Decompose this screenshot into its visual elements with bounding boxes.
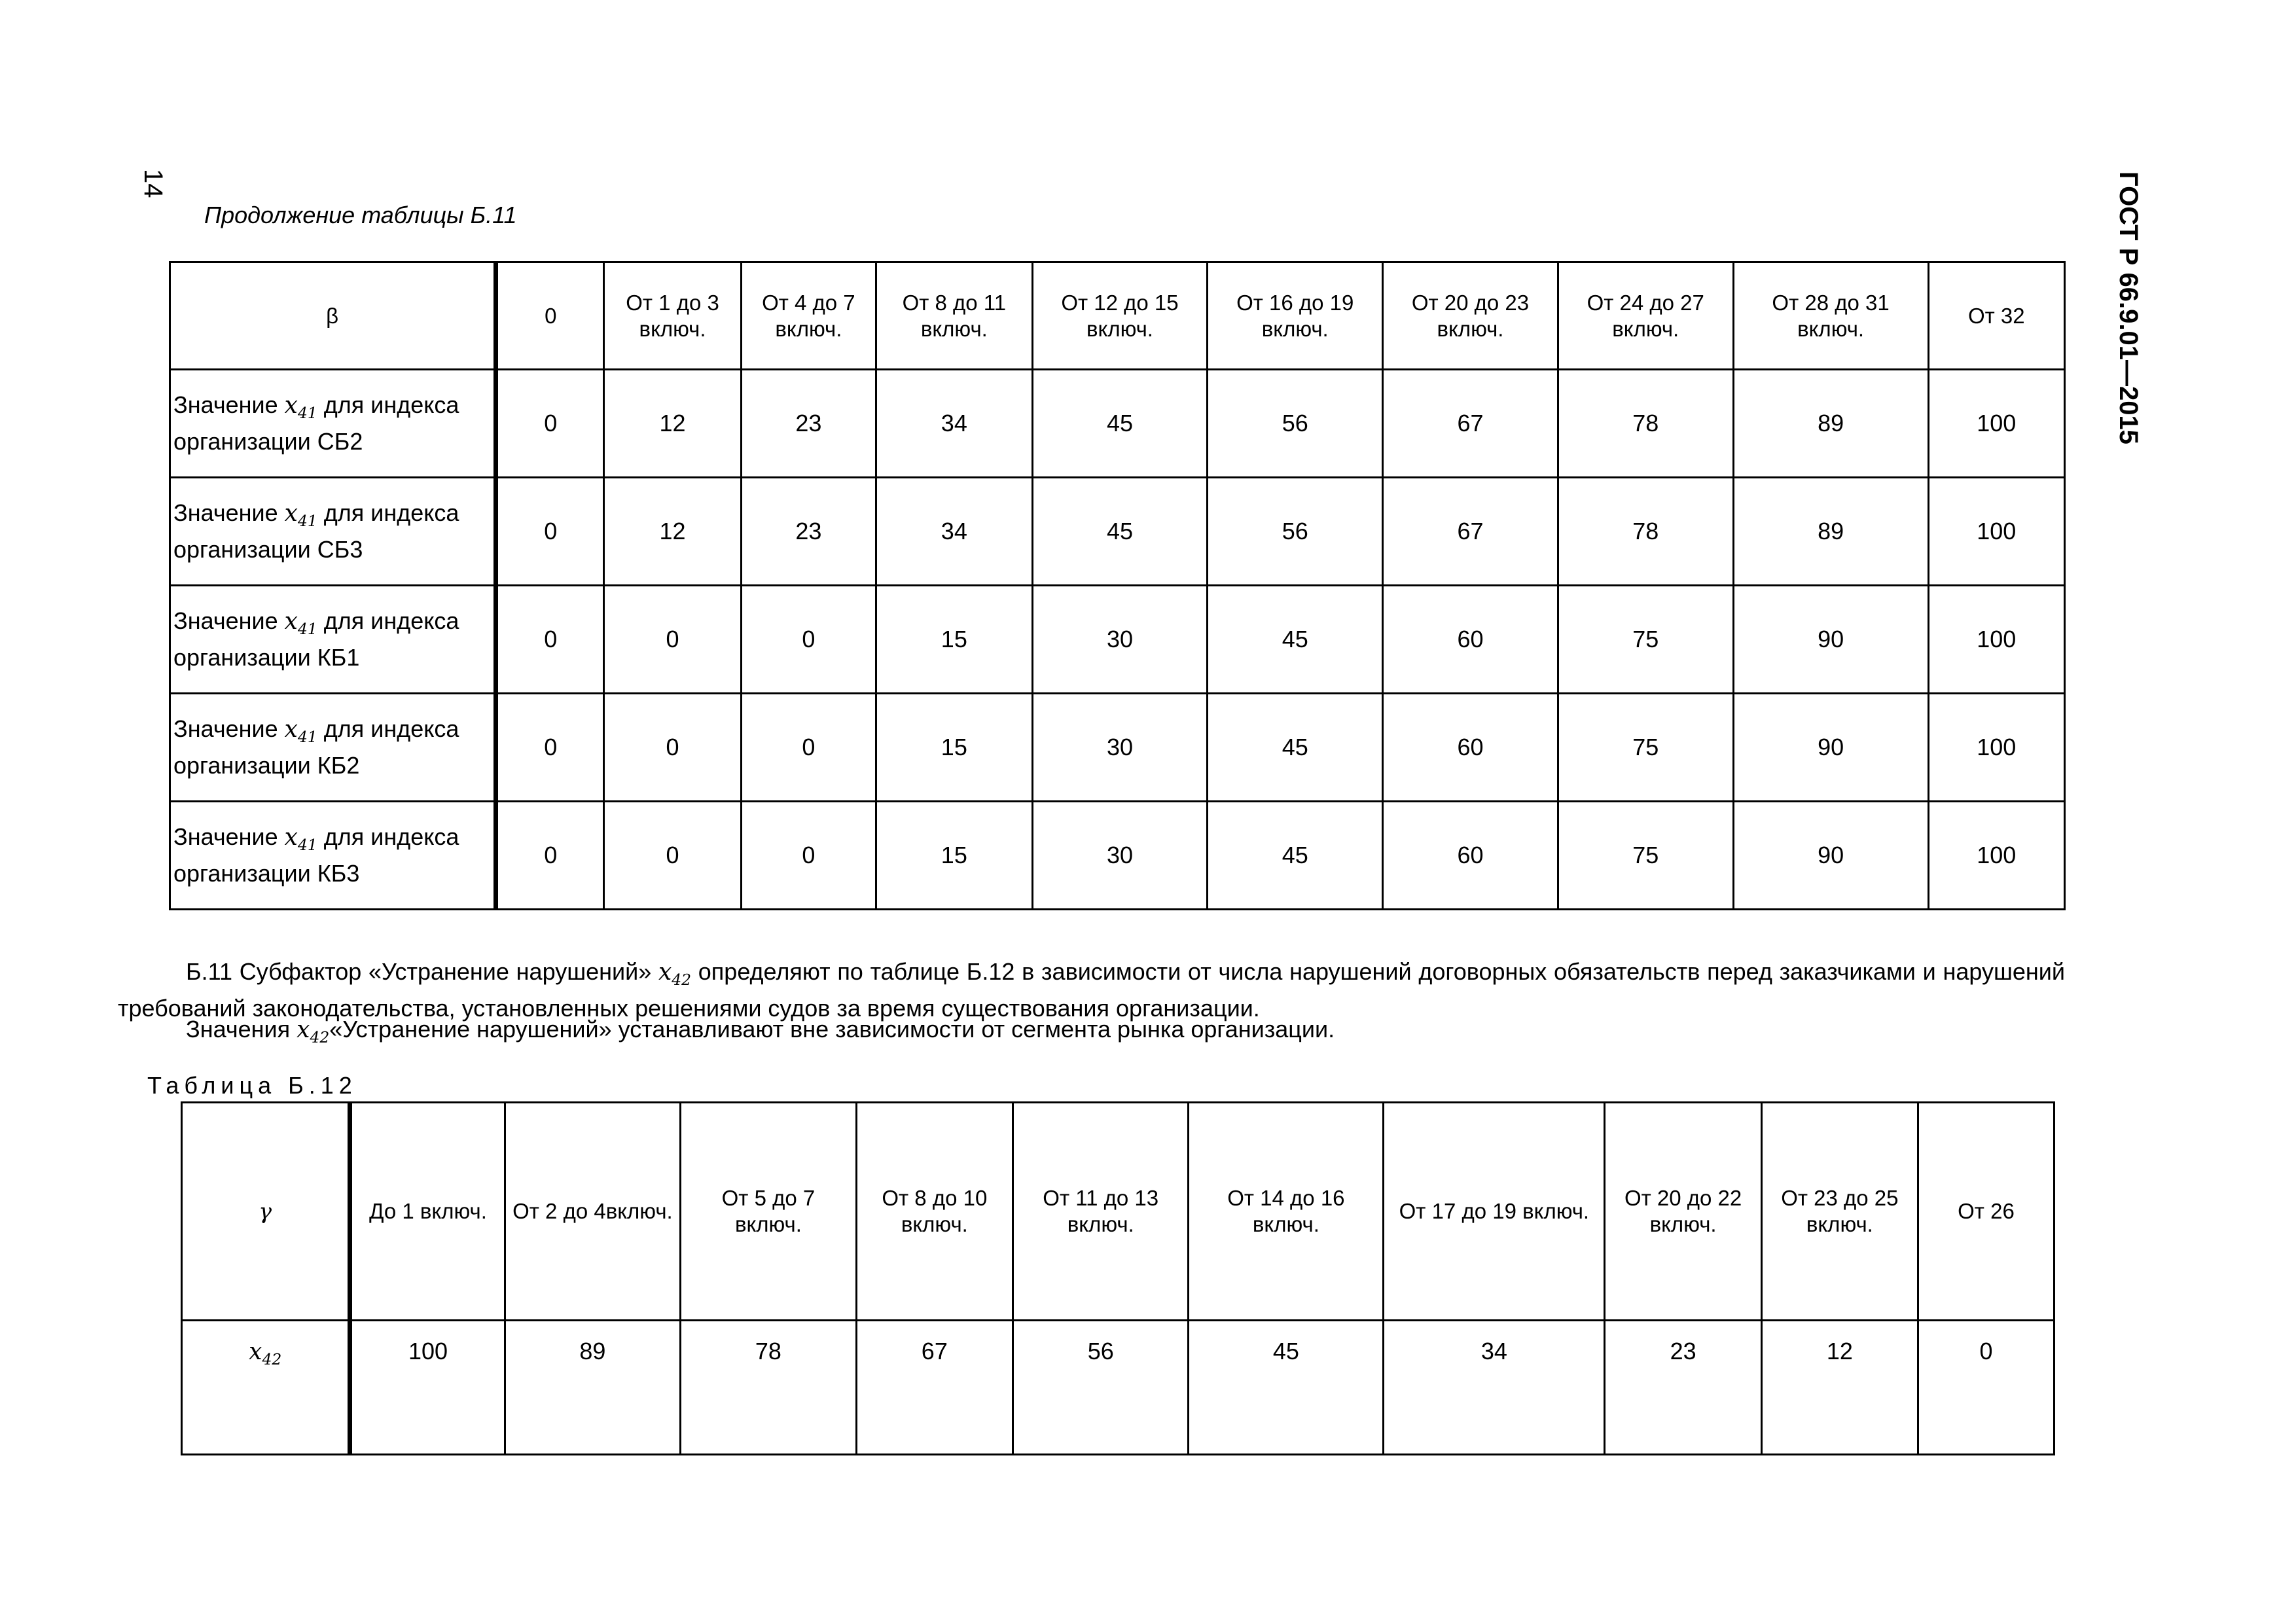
data-cell: 100	[1928, 586, 2064, 694]
row-label: Значение $x_{41}$ для индекса организации КБ3	[170, 802, 496, 910]
row-label-x42: $x_{42}$	[182, 1321, 350, 1455]
data-cell: 90	[1733, 586, 1928, 694]
header-cell: От 23 до 25 включ.	[1761, 1103, 1918, 1321]
table-b11-data-row	[170, 478, 2065, 586]
data-cell: 45	[1208, 694, 1383, 802]
data-cell: 56	[1013, 1321, 1189, 1455]
paragraph-text: Значения	[186, 1016, 297, 1043]
data-cell: 34	[876, 478, 1033, 586]
data-cell: 34	[876, 370, 1033, 478]
paragraph-values-note	[186, 1015, 2065, 1052]
header-cell: От 17 до 19 включ.	[1384, 1103, 1605, 1321]
header-cell: 0	[496, 262, 604, 370]
header-cell: От 12 до 15 включ.	[1032, 262, 1208, 370]
data-cell: 89	[1733, 370, 1928, 478]
data-cell: 0	[604, 802, 741, 910]
data-cell: 67	[1383, 370, 1558, 478]
variable-x42: $x_{42}$	[296, 1016, 330, 1047]
header-cell: От 28 до 31 включ.	[1733, 262, 1928, 370]
data-cell: 15	[876, 586, 1033, 694]
data-cell: 30	[1032, 694, 1208, 802]
header-cell: От 32	[1928, 262, 2064, 370]
header-cell: От 20 до 22 включ.	[1605, 1103, 1761, 1321]
table-b11-data-row	[170, 802, 2065, 910]
data-cell: 45	[1032, 478, 1208, 586]
header-cell: От 8 до 10 включ.	[856, 1103, 1013, 1321]
paragraph-text: Б.11 Субфактор «Устранение нарушений»	[186, 958, 658, 985]
data-cell: 60	[1383, 694, 1558, 802]
table-b11-data-row	[170, 694, 2065, 802]
data-cell: 90	[1733, 694, 1928, 802]
variable-x42: $x_{42}$	[658, 959, 692, 990]
data-cell: 45	[1208, 586, 1383, 694]
data-cell: 12	[1761, 1321, 1918, 1455]
data-cell: 23	[741, 370, 876, 478]
header-cell-gamma: γ	[182, 1103, 350, 1321]
data-cell: 0	[496, 586, 604, 694]
row-label: Значение $x_{41}$ для индекса организации КБ1	[170, 586, 496, 694]
table-b11-data-row	[170, 586, 2065, 694]
data-cell: 0	[604, 586, 741, 694]
data-cell: 75	[1558, 694, 1733, 802]
data-cell: 100	[1928, 802, 2064, 910]
header-cell: От 2 до 4включ.	[505, 1103, 681, 1321]
header-cell: От 11 до 13 включ.	[1013, 1103, 1189, 1321]
data-cell: 0	[741, 694, 876, 802]
data-cell: 75	[1558, 802, 1733, 910]
data-cell: 100	[1928, 694, 2064, 802]
data-cell: 0	[496, 802, 604, 910]
table-b12	[181, 1101, 2055, 1455]
data-cell: 67	[1383, 478, 1558, 586]
row-label: Значение $x_{41}$ для индекса организации КБ2	[170, 694, 496, 802]
data-cell: 100	[1928, 478, 2064, 586]
table-b11-data-row	[170, 370, 2065, 478]
data-cell: 23	[1605, 1321, 1761, 1455]
header-cell: От 26	[1918, 1103, 2054, 1321]
data-cell: 30	[1032, 586, 1208, 694]
data-cell: 23	[741, 478, 876, 586]
data-cell: 78	[1558, 370, 1733, 478]
table-b12-data-row	[182, 1321, 2054, 1455]
header-cell: До 1 включ.	[350, 1103, 505, 1321]
data-cell: 0	[741, 802, 876, 910]
data-cell: 56	[1208, 478, 1383, 586]
data-cell: 34	[1384, 1321, 1605, 1455]
data-cell: 12	[604, 478, 741, 586]
data-cell: 78	[681, 1321, 857, 1455]
header-cell: От 1 до 3 включ.	[604, 262, 741, 370]
data-cell: 12	[604, 370, 741, 478]
table-b12-header-row	[182, 1103, 2054, 1321]
header-cell: От 14 до 16 включ.	[1189, 1103, 1384, 1321]
header-cell: От 16 до 19 включ.	[1208, 262, 1383, 370]
document-code: ГОСТ Р 66.9.01—2015	[2114, 171, 2143, 444]
data-cell: 15	[876, 802, 1033, 910]
header-cell-beta: β	[170, 262, 496, 370]
data-cell: 56	[1208, 370, 1383, 478]
data-cell: 30	[1032, 802, 1208, 910]
table-b11-header-row	[170, 262, 2065, 370]
data-cell: 0	[1918, 1321, 2054, 1455]
data-cell: 0	[604, 694, 741, 802]
data-cell: 0	[496, 370, 604, 478]
paragraph-b11	[118, 957, 2065, 1023]
page-number: 14	[139, 169, 168, 198]
header-cell: От 24 до 27 включ.	[1558, 262, 1733, 370]
header-cell: От 4 до 7 включ.	[741, 262, 876, 370]
data-cell: 100	[350, 1321, 505, 1455]
row-label: Значение $x_{41}$ для индекса организации СБ3	[170, 478, 496, 586]
data-cell: 15	[876, 694, 1033, 802]
paragraph-text: определяют по таблице Б.12 в зависимости от числа нарушений договорных обязательств перед заказчиками и нарушений требований законодательства, установленных решениями судов за время существования организации.	[118, 958, 2066, 1022]
data-cell: 45	[1208, 802, 1383, 910]
data-cell: 100	[1928, 370, 2064, 478]
data-cell: 89	[505, 1321, 681, 1455]
data-cell: 60	[1383, 802, 1558, 910]
data-cell: 0	[496, 478, 604, 586]
data-cell: 90	[1733, 802, 1928, 910]
data-cell: 75	[1558, 586, 1733, 694]
data-cell: 78	[1558, 478, 1733, 586]
row-label: Значение $x_{41}$ для индекса организации СБ2	[170, 370, 496, 478]
data-cell: 67	[856, 1321, 1013, 1455]
data-cell: 0	[496, 694, 604, 802]
data-cell: 45	[1032, 370, 1208, 478]
header-cell: От 20 до 23 включ.	[1383, 262, 1558, 370]
data-cell: 60	[1383, 586, 1558, 694]
table-b12-caption: Таблица Б.12	[147, 1072, 357, 1099]
header-cell: От 5 до 7 включ.	[681, 1103, 857, 1321]
table-continuation-caption: Продолжение таблицы Б.11	[204, 202, 517, 228]
paragraph-text: «Устранение нарушений» устанавливают вне зависимости от сегмента рынка организации.	[329, 1016, 1335, 1043]
header-cell: От 8 до 11 включ.	[876, 262, 1033, 370]
data-cell: 0	[741, 586, 876, 694]
data-cell: 45	[1189, 1321, 1384, 1455]
data-cell: 89	[1733, 478, 1928, 586]
table-b11	[169, 261, 2066, 910]
